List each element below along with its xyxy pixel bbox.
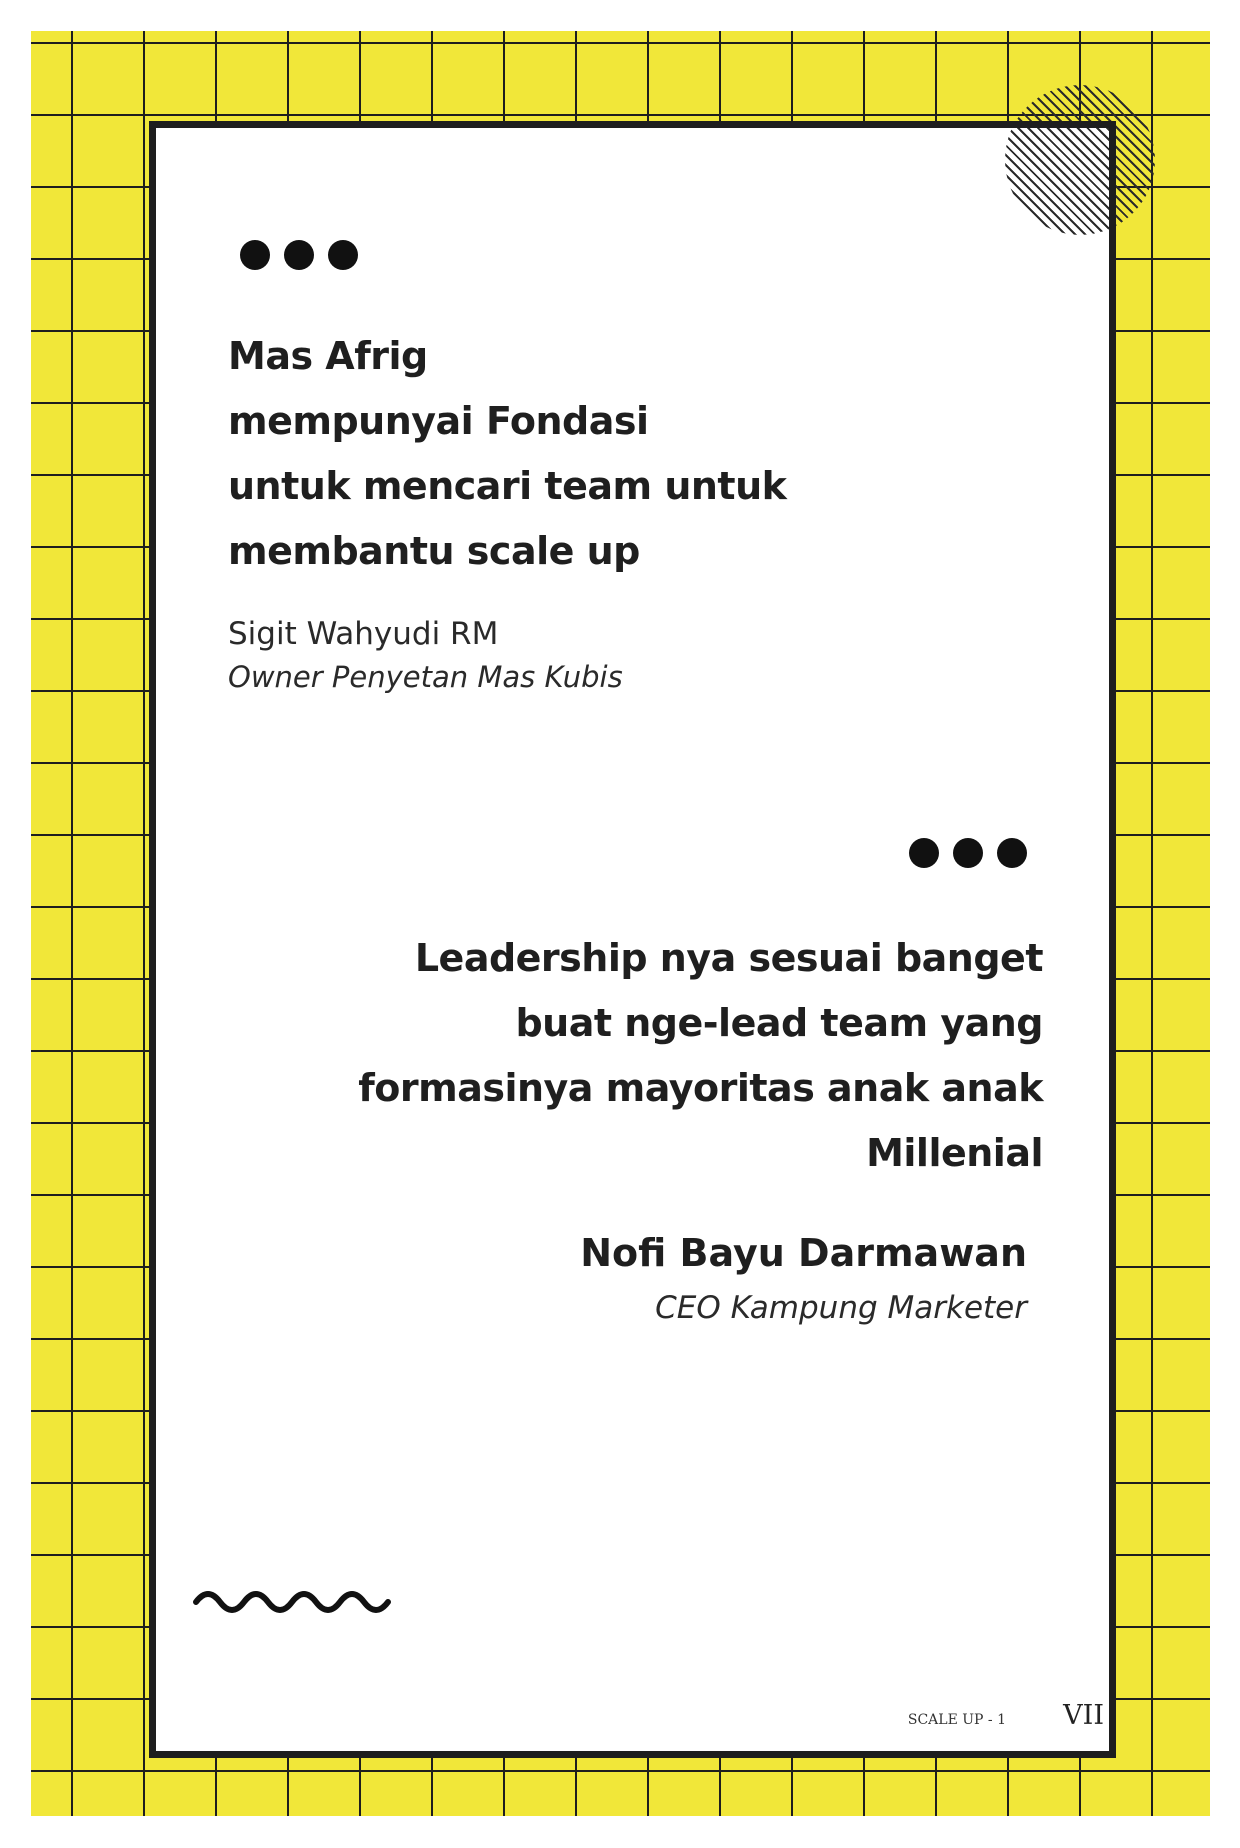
quote-line: formasinya mayoritas anak anak	[358, 1066, 1043, 1110]
author-role: CEO Kampung Marketer	[655, 1290, 1027, 1326]
squiggle-wave-icon	[192, 1580, 402, 1620]
hatched-circle-overlap	[1005, 128, 1109, 235]
testimonial-quote-1	[228, 324, 988, 584]
quote-line: membantu scale up	[228, 529, 640, 573]
quote-line: buat nge-lead team yang	[515, 1001, 1043, 1045]
quote-line: mempunyai Fondasi	[228, 399, 649, 443]
quote-line: Leadership nya sesuai banget	[414, 936, 1043, 980]
book-title-footer: SCALE UP - 1	[907, 1712, 1006, 1728]
dot	[328, 240, 358, 270]
dot	[240, 240, 270, 270]
quote-line: Mas Afrig	[228, 334, 428, 378]
quote-line: untuk mencari team untuk	[228, 464, 787, 508]
dot	[909, 838, 939, 868]
testimonial-card	[149, 121, 1116, 1758]
author-name: Sigit Wahyudi RM	[228, 616, 499, 652]
dot	[997, 838, 1027, 868]
ellipsis-dots-icon	[240, 240, 358, 270]
quote-line: Millenial	[866, 1131, 1043, 1175]
author-name: Nofi Bayu Darmawan	[580, 1231, 1027, 1275]
dot	[953, 838, 983, 868]
author-role: Owner Penyetan Mas Kubis	[228, 660, 623, 694]
dot	[284, 240, 314, 270]
ellipsis-dots-icon	[909, 838, 1027, 868]
page-number: VII	[1063, 1700, 1104, 1731]
testimonial-quote-2	[263, 926, 1043, 1186]
